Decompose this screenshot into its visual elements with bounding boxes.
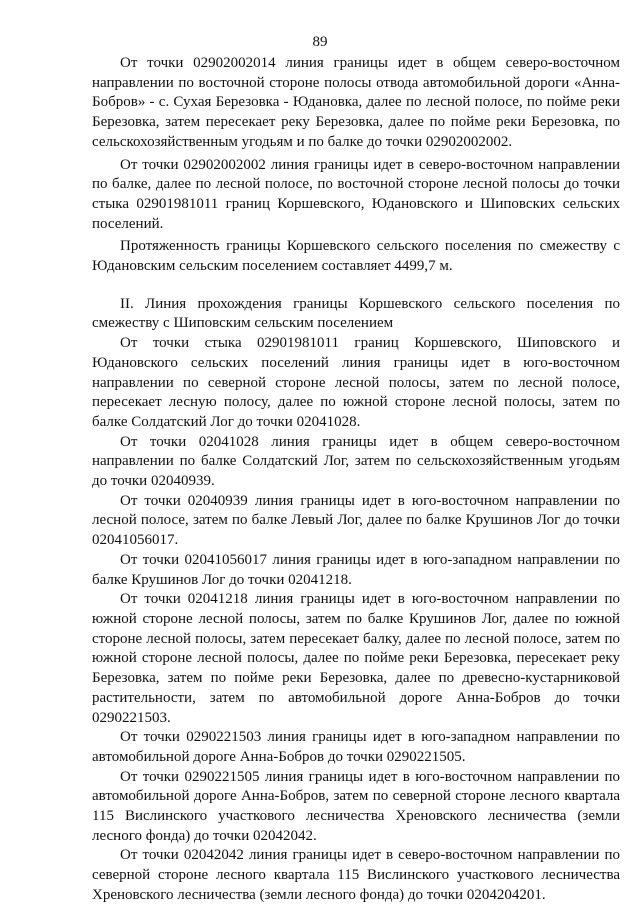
paragraph: От точки 02902002002 линия границы идет в северо-восточном направлении по балке, далее по лесной полосе, по восточной стороне лесной полосы до точки стыка 02901981011 границ Коршевского, Юдановского и Шиповских сельских поселений. <box>92 156 620 232</box>
paragraph: От точки 02041056017 линия границы идет в юго-западном направлении по балке Крушинов Лог до точки 02041218. <box>92 551 620 588</box>
paragraph: От точки 02041028 линия границы идет в общем северо-восточном направлении по балке Солдатский Лог, затем по сельскохозяйственным угодьям до точки 02040939. <box>92 433 620 490</box>
paragraph: От точки 02902002014 линия границы идет в общем северо-восточном направлении по восточной стороне полосы отвода автомобильной дороги «Анна-Бобров» - с. Сухая Березовка - Юдановка, далее по лесной полосе, по пойме реки Березовка, затем пересекает реку Березовка, далее по пойме реки Березовка, по сельскохозяйственным угодьям и по балке до точки 02902002002. <box>92 55 620 150</box>
paragraph: От точки 0290221503 линия границы идет в юго-западном направлении по автомобильной дороге Анна-Бобров до точки 0290221505. <box>92 729 620 765</box>
section-heading: II. Линия прохождения границы Коршевского сельского поселения по смежеству с Шиповским сельским поселением <box>92 295 620 332</box>
page-number: 89 <box>312 34 328 50</box>
paragraph: Протяженность границы Коршевского сельского поселения по смежеству с Юдановским сельским поселением составляет 4499,7 м. <box>92 238 620 275</box>
paragraph: От точки 02041218 линия границы идет в юго-восточном направлении по южной стороне лесной полосы, затем по балке Крушинов Лог, далее по южной стороне лесной полосы, затем пересекает балку, далее по лесной полосе, затем по южной стороне лесной полосы, далее по пойме реки Березовка, пересекает реку Березовка, затем по пойме реки Березовка, далее по древесно-кустарниковой растительности, затем по автомобильной дороге Анна-Бобров до точки 0290221503. <box>92 591 620 726</box>
paragraph: От точки 0290221505 линия границы идет в юго-восточном направлении по автомобильной дороге Анна-Бобров, затем по северной стороне лесного квартала 115 Вислинского участкового лесничества Хреновского лесничества (земли лесного фонда) до точки 02042042. <box>92 768 620 844</box>
paragraph: От точки 02042042 линия границы идет в северо-восточном направлении по северной стороне лесного квартала 115 Вислинского участкового лесничества Хреновского лесничества (земли лесного фонда) до точки 0204204201. <box>92 847 620 903</box>
paragraph: От точки стыка 02901981011 границ Коршевского, Шиповского и Юдановского сельских поселений линия границы идет в юго-восточном направлении по северной стороне лесной полосы, затем по лесной полосе, пересекает лесную полосу, далее по южной стороне лесной полосы, затем по балке Солдатский Лог до точки 02041028. <box>92 335 620 430</box>
paragraph: От точки 02040939 линия границы идет в юго-восточном направлении по лесной полосе, затем по балке Левый Лог, далее по балке Крушинов Лог до точки 02041056017. <box>92 492 620 549</box>
document-body <box>92 54 620 906</box>
